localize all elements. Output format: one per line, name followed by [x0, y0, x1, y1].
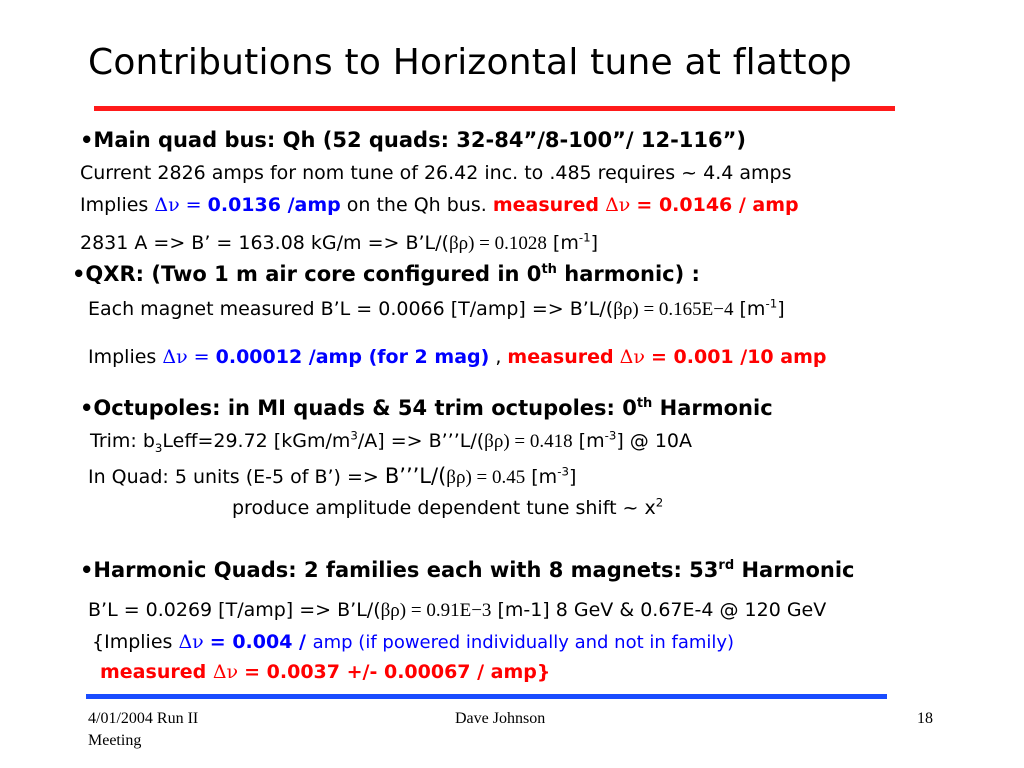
paren-close: ): [468, 233, 475, 254]
qxr-line-prefix: Each magnet measured B’L = 0.0066 [T/amp] => B’L/(: [88, 298, 614, 320]
unit-open: [m: [525, 466, 558, 488]
implies-prefix: Implies: [80, 194, 155, 216]
qxr-implies-line: [88, 346, 826, 368]
delta-nu-symbol: Δν: [212, 661, 239, 683]
beta-rho-symbol: βρ: [446, 467, 466, 488]
measured-label: measured: [507, 346, 614, 368]
main-quad-implies-line: [80, 194, 799, 216]
footer-meeting: Meeting: [88, 732, 142, 749]
paren-close: ): [632, 299, 639, 320]
harmonic-implies-value: = 0.004 /: [209, 631, 313, 653]
qxr-heading-tail: harmonic) :: [556, 262, 700, 286]
title-underline-red: [94, 106, 895, 111]
harmonic-heading-tail: Harmonic: [734, 558, 855, 582]
implies-suffix: on the Qh bus.: [340, 194, 493, 216]
unit-exponent: -3: [557, 464, 569, 479]
delta-nu-symbol: Δν: [619, 346, 645, 368]
qxr-value: 0.165E: [658, 299, 714, 320]
octupoles-heading: [80, 396, 773, 420]
equals-symbol: =: [179, 194, 208, 216]
qxr-heading-sup: th: [541, 262, 557, 277]
harmonic-heading: [80, 558, 855, 582]
unit-open: [m: [733, 298, 766, 320]
implies-open: {Implies: [92, 631, 179, 653]
beta-rho-symbol: βρ: [484, 431, 504, 452]
unit-open: [m: [546, 232, 579, 254]
produce-superscript: 2: [655, 495, 664, 510]
unit-exponent: -3: [604, 428, 617, 443]
harmonic-heading-sup: rd: [718, 558, 735, 573]
quad-text-b: B’’’L/(: [384, 464, 447, 488]
qxr-implies-value: 0.00012 /amp (for 2 mag): [215, 346, 490, 368]
minus-symbol: −: [713, 299, 724, 320]
delta-nu-symbol: Δν: [162, 346, 188, 368]
octupoles-heading-text: •Octupoles: in MI quads & 54 trim octupoles: 0: [80, 396, 637, 420]
bl-value-exp: 3: [481, 600, 492, 621]
harmonic-heading-text: •Harmonic Quads: 2 families each with 8 magnets: 53: [80, 558, 719, 582]
trim-superscript: 3: [350, 428, 358, 443]
equals-symbol: =: [509, 431, 530, 452]
qxr-heading: [72, 262, 700, 286]
harmonic-measured-value: = 0.0037 +/- 0.00067 / amp}: [244, 661, 551, 683]
trim-text-b: Leff=29.72 [kGm/m: [162, 430, 351, 452]
octupoles-heading-sup: th: [636, 396, 653, 411]
footer-page-number: 18: [917, 710, 933, 727]
main-quad-b-line: [80, 232, 598, 255]
beta-rho-symbol: βρ: [613, 299, 633, 320]
delta-nu-symbol: Δν: [605, 194, 631, 216]
main-quad-current-line: Current 2826 amps for nom tune of 26.42 inc. to .485 requires ~ 4.4 amps: [80, 162, 792, 184]
harmonic-implies-tail: amp (if powered individually and not in family): [312, 632, 735, 653]
bl-value: 0.91E: [426, 600, 472, 621]
unit-close: ] @ 10A: [616, 430, 692, 452]
footer-rule-blue: [86, 694, 887, 699]
equals-symbol: =: [471, 467, 492, 488]
paren-close: ): [465, 467, 472, 488]
trim-text-a: Trim: b: [90, 430, 155, 452]
harmonic-measured-line: [100, 661, 550, 683]
trim-value: 0.418: [529, 431, 573, 452]
qxr-heading-text: •QXR: (Two 1 m air core configured in 0: [72, 262, 542, 286]
equals-symbol: =: [187, 346, 216, 368]
unit-close: ]: [590, 232, 599, 254]
measured-label: measured: [492, 194, 600, 216]
paren-close: ): [399, 600, 407, 621]
unit-close: ]: [777, 298, 785, 320]
minus-symbol: −: [471, 600, 482, 621]
delta-nu-symbol: Δν: [154, 194, 180, 216]
equals-symbol: =: [474, 233, 495, 254]
harmonic-bl-line: [88, 599, 826, 622]
octupoles-heading-tail: Harmonic: [652, 396, 773, 420]
octupoles-quad-line: [88, 464, 576, 489]
footer-date: 4/01/2004 Run II: [88, 710, 199, 727]
slide-title: Contributions to Horizontal tune at flattop: [88, 42, 852, 83]
unit-exponent: -1: [765, 296, 778, 311]
footer-author: Dave Johnson: [455, 710, 546, 727]
unit-open: [m: [572, 430, 605, 452]
b-line-value: 0.1028: [494, 233, 547, 254]
octupoles-produce-line: [232, 497, 663, 519]
bl-prefix: B’L = 0.0269 [T/amp] => B’L/(: [88, 599, 381, 621]
quad-value: 0.45: [491, 467, 526, 488]
harmonic-implies-line: [92, 631, 734, 653]
produce-text: produce amplitude dependent tune shift ~ x: [232, 497, 656, 519]
quad-text-a: In Quad: 5 units (E-5 of B’) =>: [88, 466, 385, 488]
equals-symbol: =: [638, 299, 659, 320]
b-line-prefix: 2831 A => B’ = 163.08 kG/m => B’L/(: [80, 232, 449, 254]
main-quad-implies-value: 0.0136 /amp: [207, 194, 341, 216]
trim-text-c: /A] => B’’’L/(: [357, 430, 485, 452]
bl-suffix: [m-1] 8 GeV & 0.67E-4 @ 120 GeV: [491, 599, 827, 621]
beta-rho-symbol: βρ: [380, 600, 400, 621]
equals-symbol: =: [406, 600, 427, 621]
measured-label: measured: [100, 661, 213, 683]
qxr-measured-value: = 0.001 /10 amp: [651, 346, 827, 368]
unit-close: ]: [568, 466, 577, 488]
implies-prefix: Implies: [88, 346, 163, 368]
delta-nu-symbol: Δν: [178, 631, 204, 653]
qxr-value-exp: 4: [723, 299, 734, 320]
qxr-measured-line: [88, 298, 785, 321]
main-quad-heading: •Main quad bus: Qh (52 quads: 32-84”/8-100”/ 12-116”): [80, 128, 747, 152]
main-quad-measured-value: = 0.0146 / amp: [636, 194, 799, 216]
paren-close: ): [503, 431, 510, 452]
unit-exponent: -1: [578, 230, 591, 245]
trim-subscript: 3: [154, 440, 163, 455]
comma: ,: [489, 346, 508, 368]
beta-rho-symbol: βρ: [448, 233, 469, 254]
octupoles-trim-line: [90, 430, 692, 453]
